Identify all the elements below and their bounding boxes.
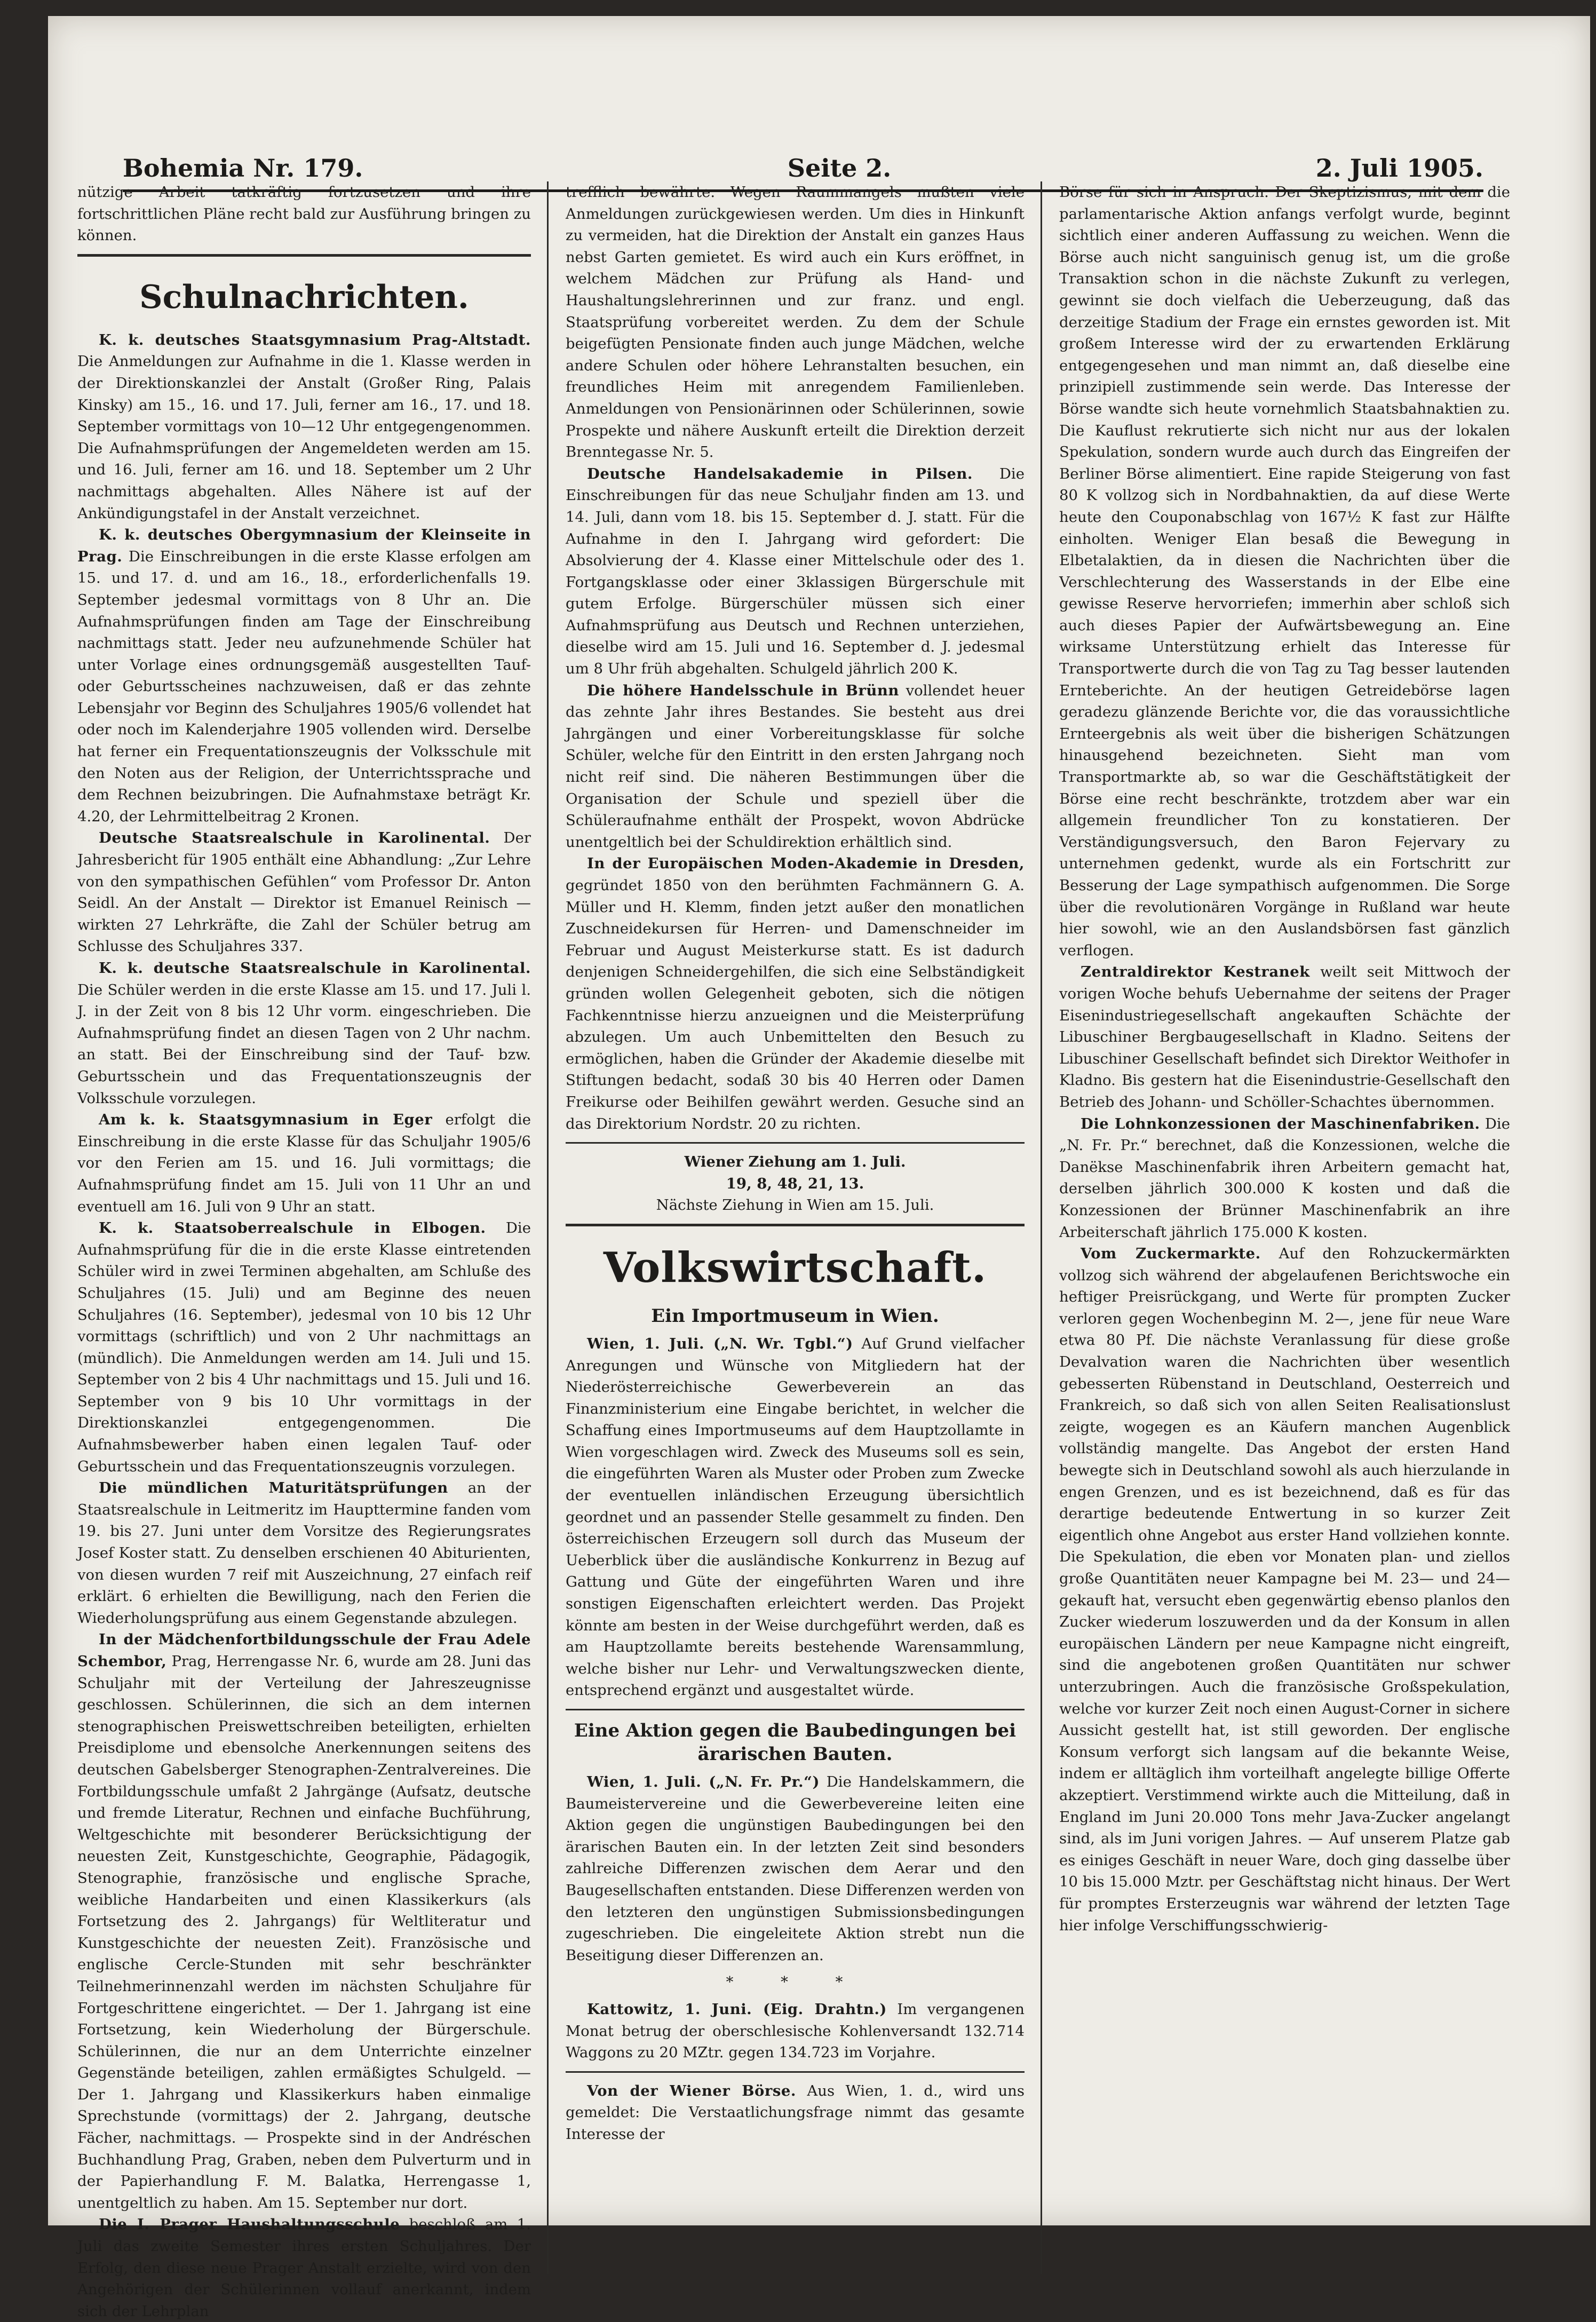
news-item (77, 1629, 531, 2214)
continuation-text: nützige Arbeit tatkräftig fortzusetzen und ihre fortschrittlichen Pläne recht bald zur Ausführung bringen zu können. (77, 184, 531, 244)
news-item (77, 2214, 531, 2322)
news-item-text: an der Staatsrealschule in Leitmeritz im Haupttermine fanden vom 19. bis 27. Juni unter dem Vorsitze des Regierungsrates Josef Koster statt. Zu denselben erschienen 40 Abiturienten, von diesen wurden 7 reif mit Auszeichnung, 27 einfach reif erklärt. 6 erhielten die Bewilligung, nach den Ferien die Wiederholungsprüfung aus einem Gegenstande abzulegen. (77, 1479, 531, 1627)
news-item-text: Auf den Rohzuckermärkten vollzog sich während der abgelaufenen Berichtswoche ein heftiger Preisrückgang, und Werte für prompten Zucker verloren gegen Wochenbeginn M. 2—, jene für neue Ware etwa 80 Pf. Die nächste Veranlassung für diese große Devalvation waren die Nachrichten über wesentlich gebesserten Rübenstand in Deutschland, Oesterreich und Frankreich, so daß sich von allen Seiten Realisationslust zeigte, wogegen es an Käufern manchen Augenblick vollständig mangelte. Das Angebot der ersten Hand bewegte sich in Deutschland sowohl als auch hierzulande in engen Grenzen, und es ist bezeichnend, daß es für das derartige bedeutende Entwertung in so kurzer Zeit eigentlich ohne Angebot aus erster Hand vollziehen konnte. Die Spekulation, die eben vor Monaten plan- und ziellos große Quantitäten neuer Kampagne bei M. 23— und 24— gekauft hat, versucht eben gegenwärtig ebenso planlos den Zucker wiederum loszuwerden und da der Konsum in allen europäischen Ländern per neue Kampagne nicht eingreift, sind die angebotenen großen Quantitäten nur schwer unterzubringen. Auch die französische Großspekulation, welche vor kurzer Zeit noch einen August-Corner in sichere Aussicht gestellt hat, ist still geworden. Der englische Konsum verforgt sich langsam auf die bekannte Weise, indem er alltäglich ihm vorteilhaft angelegte billige Offerte akzeptiert. Verstimmend wirkte auch die Mitteilung, daß in England im Juni 20.000 Tons mehr Java-Zucker angelangt sind, als im Juni vorigen Jahres. — Auf unserem Platze gab es einiges Geschäft in neuer Ware, doch ging dasselbe über 10 bis 15.000 Mztr. per Geschäftstag nicht hinaus. Der Wert für promptes Ersterzeugnis war während der letzten Tage hier infolge Verschiffungsschwierig- (1059, 1245, 1510, 1934)
news-item-text: weilt seit Mittwoch der vorigen Woche behufs Uebernahme der seitens der Prager Eisenindustriegesellschaft angekauften Schächte der Libuschiner Bergbaugesellschaft in Kladno. Seitens der Libuschiner Gesellschaft befindet sich Direktor Weithofer in Kladno. Bis gestern hat die Eisenindustrie-Gesellschaft den Betrieb des Johann- und Schöller-Schachtes übernommen. (1059, 963, 1510, 1111)
news-item-text: Die Aufnahmsprüfung für die in die erste Klasse eintretenden Schüler wird in zwei Terminen abgehalten, am Schluße des Schuljahres (15. Juli) und am Beginne des neuen Schuljahres (16. September), jedesmal von 10 bis 12 Uhr vormittags (schriftlich) und von 2 Uhr nachmittags an (mündlich). Die Anmeldungen werden am 14. Juli und 15. September von 2 bis 4 Uhr nachmittags und 15. Juli und 16. September von 9 bis 10 Uhr vormittags in der Direktionskanzlei entgegengenommen. Die Aufnahmsbewerber haben einen legalen Tauf- oder Geburtsschein und das Frequentationszeugnis vorzulegen. (77, 1219, 531, 1475)
news-item (566, 853, 1025, 1135)
article-title-baubedingungen: Eine Aktion gegen die Baubedingungen bei ärarischen Bauten. (574, 1720, 1017, 1765)
news-item (1059, 1113, 1510, 1243)
section-title-schulnachrichten: Schulnachrichten. (139, 278, 469, 316)
news-item (1059, 1243, 1510, 1936)
article-dateline: Wien, 1. Juli. („N. Fr. Pr.“) (587, 1773, 820, 1790)
news-item-text: Die Schüler werden in die erste Klasse am 15. und 17. Juli l. J. in der Zeit von 8 bis 12 Uhr vorm. eingeschrieben. Die Aufnahmsprüfung findet an diesen Tagen von 2 Uhr nachm. an statt. Bei der Einschreibung sind der Tauf- bzw. Geburtsschein und das Frequentationszeugnis der Volksschule vorzulegen. (77, 981, 531, 1107)
article-dateline: Von der Wiener Börse. (587, 2082, 796, 2099)
article-text: Die Handelskammern, die Baumeistervereine und die Gewerbevereine leiten eine Aktion gegen die ungünstigen Baubedingungen bei den ärarischen Bauten ein. In der letzten Zeit sind besonders zahlreiche Differenzen zwischen dem Aerar und den Baugesellschaften entstanden. Diese Differenzen werden von den letzteren den ungünstigen Submissionsbedingungen zugeschrieben. Die eingeleitete Aktion strebt nun die Beseitigung dieser Differenzen an. (566, 1773, 1025, 1964)
continuation-text: trefflich bewährte. Wegen Raummangels mußten viele Anmeldungen zurückgewiesen werden. Um dies in Hinkunft zu vermeiden, hat die Direktion der Anstalt ein ganzes Haus nebst Garten gemietet. Es wird auch ein Kurs eröffnet, in welchem Mädchen zur Prüfung als Hand- und Haushaltungslehrerinnen und zur franz. und engl. Staatsprüfung vorbereitet werden. Zu dem der Schule beigefügten Pensionate finden auch junge Mädchen, welche andere Schulen oder höhere Lehranstalten besuchen, ein freundliches Heim mit anregendem Familienleben. Anmeldungen von Pensionärinnen oder Schülerinnen, sowie Prospekte und nähere Auskunft erteilt die Direktion derzeit Brenntegasse Nr. 5. (566, 184, 1025, 461)
news-item-lead: Deutsche Handelsakademie in Pilsen. (587, 465, 973, 482)
lottery-numbers: 19, 8, 48, 21, 13. (726, 1175, 864, 1192)
news-item-lead: In der Europäischen Moden-Akademie in Dresden, (587, 855, 1025, 873)
news-item-lead: Am k. k. Staatsgymnasium in Eger (99, 1111, 433, 1129)
column-3 (1059, 181, 1510, 2274)
header-publication: Bohemia Nr. 179. (123, 154, 363, 183)
news-item-text: erfolgt die Einschreibung in die erste Klasse für das Schuljahr 1905/6 vor den Ferien am 15. und 16. Juli vormittags; die Aufnahmsprüfung findet am 15. Juli von 11 Uhr an und eventuell am 16. Juli von 9 Uhr an statt. (77, 1111, 531, 1215)
news-item (566, 680, 1025, 853)
article-rule (566, 2071, 1025, 2073)
news-item-lead: In der Mädchenfortbildungsschule der Frau Adele Schembor, (77, 1631, 531, 1670)
header-page-number: Seite 2. (787, 154, 892, 183)
lottery-title: Wiener Ziehung am 1. Juli. (684, 1153, 906, 1171)
article-body (566, 2080, 1025, 2145)
column-1 (77, 181, 531, 2320)
article-rule (566, 1709, 1025, 1710)
continuation-text: Börse für sich in Anspruch. Der Skeptizismus, mit dem die parlamentarische Aktion anfangs verfolgt wurde, beginnt sichtlich einer anderen Auffassung zu weichen. Wenn die Börse auch nicht sanguinisch genug ist, um die große Transaktion schon in die nächste Zukunft zu verlegen, gewinnt sie doch vielfach die Ueberzeugung, daß das derzeitige Stadium der Frage ein ernstes geworden ist. Mit großem Interesse wird der zu erwartenden Erklärung entgegengesehen und man nimmt an, daß dieselbe eine prinzipiell zustimmende sein werde. Das Interesse der Börse wandte sich heute vornehmlich Staatsbahnaktien zu. Die Kauflust rekrutierte sich nicht nur aus der lokalen Spekulation, sondern wurde auch durch das Eingreifen der Berliner Börse alimentiert. Eine rapide Steigerung von fast 80 K vollzog sich in Nordbahnaktien, da auf diese Werte heute den Couponabschlag von 167½ K fast zur Hälfte einholten. Weniger Elan besaß die Bewegung in Elbetalaktien, da in diesen die Nachrichten über die Verschlechterung des Wasserstands in der Elbe eine gewisse Reserve hervorriefen; immerhin aber schloß sich auch dieses Papier der Aufwärtsbewegung an. Eine wirksame Unterstützung erhielt das Interesse für Transportwerte durch die von Tag zu Tag besser lautenden Ernteberichte. An der heutigen Getreidebörse lagen geradezu glänzende Berichte vor, die das voraussichtliche Ernteergebnis als weit über die bisherigen Schätzungen hinausgehend bezeichneten. Sieht man vom Transportmarkte ab, so war die Geschäftstätigkeit der Börse eine recht beschränkte, trotzdem aber war ein allgemein freundlicher Ton zu konstatieren. Der Verständigungsversuch, den Baron Fejervary zu unternehmen gedenkt, wurde als ein Fortschritt zur Besserung der Lage sympathisch aufgenommen. Die Sorge über die revolutionären Vorgänge in Rußland war heute hier sowohl, wie an den Auslandsbörsen fast gänzlich verflogen. (1059, 184, 1510, 959)
news-item-lead: Zentraldirektor Kestranek (1081, 963, 1310, 981)
article-dateline: Wien, 1. Juli. („N. Wr. Tgbl.“) (587, 1335, 853, 1352)
news-item-text: Die Einschreibungen für das neue Schuljahr finden am 13. und 14. Juli, dann vom 18. bis 15. September d. J. statt. Für die Aufnahme in den I. Jahrgang wird gefordert: Die Absolvierung der 4. Klasse einer Mittelschule oder des 1. Fortgangsklasse oder einer 3klassigen Bürgerschule mit gutem Erfolge. Bürgerschüler müssen sich einer Aufnahmsprüfung aus Deutsch und Rechnen unterziehen, dieselbe wird am 15. Juli und 16. September d. J. jedesmal um 8 Uhr früh abgehalten. Schulgeld jährlich 200 K. (566, 465, 1025, 678)
news-item (77, 329, 531, 524)
column-divider-1 (547, 181, 549, 2274)
article-text: Auf Grund vielfacher Anregungen und Wünsche von Mitgliedern hat der Niederösterreichische Gewerbeverein an das Finanzministerium eine Eingabe berichtet, in welcher die Schaffung eines Importmuseums auf dem Hauptzollamte in Wien vorgeschlagen wird. Zweck des Museums soll es sein, die eingeführten Waren als Muster oder Proben zum Zwecke der eventuellen inländischen Erzeugung übersichtlich geordnet und an passender Stelle gesammelt zu finden. Den österreichischen Erzeugern soll durch das Museum der Ueberblick über die ausländische Konkurrenz in Bezug auf Gattung und Güte der eingeführten Waren und ihre sonstigen Eigenschaften erleichtert werden. Das Projekt könnte am besten in der Weise durchgeführt werden, daß es am Hauptzollamte bereits bestehende Warensammlung, welche bisher nur Lehr- und Verwaltungszwecken diente, entsprechend ergänzt und ausgestaltet würde. (566, 1335, 1025, 1699)
news-item-lead: Die höhere Handelsschule in Brünn (587, 681, 899, 699)
news-item-lead: K. k. deutsche Staatsrealschule in Karolinental. (99, 960, 531, 977)
news-item-lead: Die mündlichen Maturitätsprüfungen (99, 1479, 448, 1497)
news-item-lead: Deutsche Staatsrealschule in Karolinental. (99, 829, 490, 847)
lottery-rule-top (566, 1142, 1025, 1144)
news-item-lead: Vom Zuckermarkte. (1081, 1245, 1261, 1263)
news-item (566, 463, 1025, 680)
news-item (77, 1109, 531, 1217)
asterism-separator: * * * (726, 1974, 864, 1991)
news-item-lead: K. k. deutsches Staatsgymnasium Prag-Altstadt. (99, 331, 531, 348)
news-item-lead: Die I. Prager Haushaltungsschule (99, 2216, 400, 2233)
column-2 (566, 181, 1025, 2274)
news-item-text: Prag, Herrengasse Nr. 6, wurde am 28. Juni das Schuljahr mit der Verteilung der Jahreszeugnisse geschlossen. Schülerinnen, die sich an dem internen stenographischen Preiswettschreiben beteiligten, erhielten Preisdiplome und ebensolche Anerkennungen seitens des deutschen Gabelsberger Stenographen-Zentralvereines. Die Fortbildungsschule umfaßt 2 Jahrgänge (Aufsatz, deutsche und fremde Literatur, Rechnen und einfache Buchführung, Weltgeschichte mit besonderer Berücksichtigung der neuesten Zeit, Kunstgeschichte, Geographie, Pädagogik, Stenographie, französische und englische Sprache, weibliche Handarbeiten und einen Klassikerkurs (als Fortsetzung des 2. Jahrgangs) für Weltliteratur und Kunstgeschichte der neuesten Zeit). Französische und englische Cercle-Stunden mit sehr beschränkter Teilnehmerinnenzahl werden im nächsten Schuljahre für Fortgeschrittene eingerichtet. — Der 1. Jahrgang ist eine Fortsetzung, kein Wiederholung der Bürgerschule. Schülerinnen, die nur an dem Unterrichte einzelner Gegenstände beteiligen, zahlen ermäßigtes Schulgeld. — Der 1. Jahrgang und Klassikerkurs haben einmalige Sprechstunde (vormittags) der 2. Jahrgang, deutsche Fächer, nachmittags. — Prospekte sind in der Andréschen Buchhandlung Prag, Graben, neben dem Pulverturm und in der Papierhandlung F. M. Balatka, Herrengasse 1, unentgeltlich zu haben. Am 15. September nur dort. (77, 1653, 531, 2212)
news-item-text: Die Einschreibungen in die erste Klasse erfolgen am 15. und 17. d. und am 16., 18., erforderlichenfalls 19. September jedesmal vormittags von 8 Uhr an. Die Aufnahmsprüfungen finden am Tage der Einschreibung nachmittags statt. Jeder neu aufzunehmende Schüler hat unter Vorlage eines ordnungsgemäß ausgestellten Tauf- oder Geburtsscheines nachzuweisen, daß er das zehnte Lebensjahr vor Beginn des Schuljahres 1905/6 vollendet hat oder noch im Kalenderjahre 1905 vollenden wird. Derselbe hat ferner ein Frequentationszeugnis der Volksschule mit den Noten aus der Religion, der Unterrichtssprache und dem Rechnen beizubringen. Die Aufnahmstaxe beträgt Kr. 4.20, der Lehrmittelbeitrag 2 Kronen. (77, 548, 531, 825)
article-title-importmuseum: Ein Importmuseum in Wien. (651, 1305, 939, 1327)
header-date: 2. Juli 1905. (1315, 154, 1483, 183)
news-item-lead: K. k. Staatsoberrealschule in Elbogen. (99, 1219, 486, 1237)
news-item-text: vollendet heuer das zehnte Jahr ihres Bestandes. Sie besteht aus drei Jahrgängen und einer Vorbereitungsklasse für solche Schüler, welche für den Eintritt in den ersten Jahrgang noch nicht reif sind. Die näheren Bestimmungen über die Organisation der Schule und speziell über die Schüleraufnahme enthält der Prospekt, wovon Abdrücke unentgeltlich bei der Schuldirektion erhältlich sind. (566, 681, 1025, 851)
news-item-text: beschloß am 1. Juli das zweite Semester ihres ersten Schuljahres. Der Erfolg, den diese neue Prager Anstalt erzielte, wird von den Angehörigen der Schülerinnen vollauf anerkannt, indem sich der Lehrplan (77, 2216, 531, 2320)
article-dateline: Kattowitz, 1. Juni. (Eig. Drahtn.) (587, 2000, 887, 2018)
section-title-volkswirtschaft: Volkswirtschaft. (603, 1243, 987, 1292)
article-body (566, 1333, 1025, 1701)
news-item (77, 827, 531, 957)
news-item (1059, 961, 1510, 1113)
article-body (566, 1999, 1025, 2064)
news-item (77, 957, 531, 1109)
news-item (77, 1217, 531, 1477)
news-item-lead: K. k. deutsches Obergymnasium der Kleinseite in Prag. (77, 526, 531, 565)
news-item-text: Die Anmeldungen zur Aufnahme in die 1. Klasse werden in der Direktionskanzlei der Anstalt (Großer Ring, Palais Kinsky) am 15., 16. und 17. Juli, ferner am 16., 17. und 18. September vormittags von 10—12 Uhr entgegengenommen. Die Aufnahmsprüfungen der Angemeldeten werden am 15. und 16. Juli, ferner am 16. und 18. September um 2 Uhr nachmittags abgehalten. Alles Nähere ist auf der Ankündigungstafel in der Anstalt verzeichnet. (77, 353, 531, 522)
news-item-text: Die „N. Fr. Pr.“ berechnet, daß die Konzessionen, welche die Danëkse Maschinenfabrik ihren Arbeitern gemacht hat, derselben jährlich 300.000 K kosten und daß die Konzessionen der Brünner Maschinenfabrik an ihre Arbeiterschaft jährlich 175.000 K kosten. (1059, 1115, 1510, 1241)
section-rule (77, 254, 531, 257)
news-item-lead: Die Lohnkonzessionen der Maschinenfabriken. (1081, 1115, 1480, 1132)
column-divider-2 (1041, 181, 1042, 2274)
article-body (566, 1771, 1025, 1966)
news-item-text: Der Jahresbericht für 1905 enthält eine Abhandlung: „Zur Lehre von den sympathischen Gefühlen“ vom Professor Dr. Anton Seidl. An der Anstalt — Direktor ist Emanuel Reinisch — wirkten 27 Lehrkräfte, die Zahl der Schüler betrug am Schlusse des Schuljahres 337. (77, 829, 531, 955)
article-text: Aus Wien, 1. d., wird uns gemeldet: Die Verstaatlichungsfrage nimmt das gesamte Interesse der (566, 2082, 1025, 2143)
lottery-next: Nächste Ziehung in Wien am 15. Juli. (656, 1196, 934, 1214)
news-item-text: gegründet 1850 von den berühmten Fachmännern G. A. Müller und H. Klemm, finden jetzt außer den monatlichen Zuschneidekursen für Herren- und Damenschneider im Februar und August Meisterkurse statt. Es ist dadurch denjenigen Schneidergehilfen, die sich eine Selbständigkeit gründen wollen Gelegenheit geboten, sich die nötigen Fachkenntnisse hierzu anzueignen und die Meisterprüfung abzulegen. Um auch Unbemittelten den Besuch zu ermöglichen, haben die Gründer der Akademie dieselbe mit Stiftungen bedacht, sodaß 30 bis 40 Herren oder Damen Freikurse oder Beihilfen gewährt werden. Gesuche sind an das Direktorium Nordstr. 20 zu richten. (566, 877, 1025, 1132)
lottery-rule-bottom (566, 1224, 1025, 1226)
news-item (77, 1477, 531, 1629)
article-text: Im vergangenen Monat betrug der oberschlesische Kohlenversandt 132.714 Waggons zu 20 MZtr. gegen 134.723 im Vorjahre. (566, 2000, 1025, 2062)
news-item (77, 524, 531, 827)
